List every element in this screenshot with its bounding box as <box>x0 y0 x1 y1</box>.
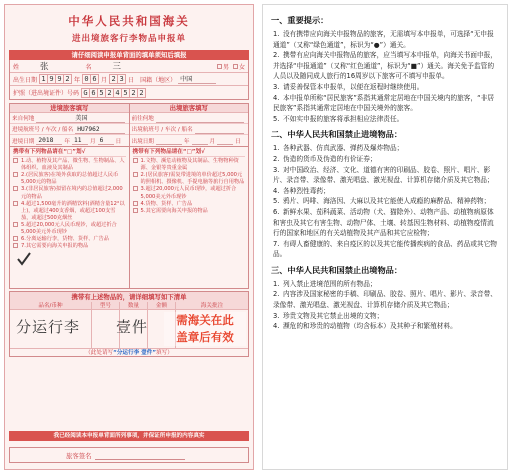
item-checkbox[interactable] <box>133 208 138 213</box>
female-checkbox[interactable] <box>233 64 238 69</box>
surname-label: 姓 <box>13 63 20 71</box>
para-number: 3. <box>273 311 280 320</box>
declaration-item[interactable] <box>13 222 126 236</box>
item-checkbox[interactable] <box>13 243 18 248</box>
dob-month-cells[interactable] <box>83 74 99 84</box>
para-text: 各种武器、仿真武器、弹药及爆炸物品； <box>283 144 404 153</box>
stamp-note-line2: 盖章后有效 <box>176 330 234 344</box>
from-row <box>10 113 129 124</box>
para-text: 伪造的货币及伪造的有价证券； <box>283 154 377 163</box>
item-checkbox[interactable] <box>13 186 18 191</box>
section-paragraph <box>273 207 499 239</box>
exit-date-row <box>130 135 249 146</box>
item-text: 动、植物及其产品、微生物、生物制品、人体组织、血液及其制品 <box>21 158 125 172</box>
check-mark-icon <box>16 251 32 267</box>
para-text: 携带有应向海关申报物品的旅客，应当填写本申报单，向海关书面申报，并选择“申报通道”（又称“红色通道”，标识为“■”）通关。海关免予监管的人员以及随同成人旅行的16周岁以下旅客可不填写申报单。 <box>273 51 497 81</box>
item-number: 2. <box>140 172 146 179</box>
char-cell: 6 <box>89 88 98 98</box>
para-number: 5. <box>273 197 280 206</box>
section-title: 一、重要提示： <box>271 15 329 25</box>
item-checkbox[interactable] <box>13 172 18 177</box>
para-text: 请妥善保管本申报单，以便在返程时继续使用。 <box>283 82 424 91</box>
month-label: 月 <box>101 76 108 84</box>
stamp-note-line1: 需海关在此 <box>176 313 234 327</box>
section-paragraph <box>273 143 499 154</box>
item-text: 货物、货样、广告品 <box>145 200 193 207</box>
char-cell: 5 <box>97 88 106 98</box>
exit-head: 出境旅客填写 <box>130 104 249 113</box>
item-text: (居民旅客)需复带进境的单价超过5,000元的照相机、摄像机、手提电脑等旅行自用物品 <box>140 172 245 186</box>
from-label: 来自何地 <box>12 116 35 122</box>
hint-suffix: 填写） <box>156 350 173 356</box>
nationality-field[interactable]: 中国 <box>178 75 216 84</box>
nationality-label: 国籍（地区） <box>140 76 177 84</box>
digit-cell: 9 <box>55 74 64 84</box>
item-number: 4. <box>140 200 146 207</box>
declaration-item[interactable] <box>133 201 246 208</box>
item-text: 文物、濒危动植物及其制品、生物物种资源、金银等贵重金属 <box>140 158 239 172</box>
month-word: 月 <box>209 138 216 145</box>
female-label: 女 <box>238 63 245 71</box>
from-field[interactable]: 美国 <box>36 114 124 123</box>
bottom-declaration-bar: 我已经阅读本申报单背面所列事项，并保证所申报的内容真实 <box>9 431 249 441</box>
para-text: 有碍人畜健康的、来自疫区的以及其它能传播疾病的食品、药品或其它物品。 <box>273 239 497 259</box>
male-checkbox[interactable] <box>217 64 222 69</box>
month-word: 月 <box>90 138 96 145</box>
personal-info-box <box>9 60 249 100</box>
dob-year-cells[interactable] <box>40 74 72 84</box>
digit-cell: 9 <box>47 74 56 84</box>
entry-declaration-head: 携带有下列物品请在“□”划√ <box>13 149 126 157</box>
header-customs-note: 海关批注 <box>200 303 224 309</box>
para-number: 1. <box>273 144 280 153</box>
item-number: 3. <box>140 186 146 193</box>
para-number: 3. <box>273 82 280 91</box>
item-text: (居民旅客)在境外获取的总值超过人民币5,000元的物品 <box>21 172 119 186</box>
digit-cell: 6 <box>90 74 99 84</box>
day-word: 日 <box>115 138 122 145</box>
items-table <box>9 291 249 357</box>
section-paragraph <box>273 50 499 82</box>
item-checkbox[interactable] <box>133 201 138 206</box>
entry-date-label: 进境日期 <box>12 138 35 145</box>
para-number: 5. <box>273 114 280 123</box>
para-number: 1. <box>273 279 280 288</box>
entry-day-field[interactable]: 6 <box>98 136 114 145</box>
signature-field[interactable] <box>95 450 185 460</box>
to-row <box>130 113 249 124</box>
para-number: 4. <box>273 93 280 102</box>
digit-cell: 3 <box>117 74 126 84</box>
section-title: 二、中华人民共和国禁止进境物品： <box>271 129 403 140</box>
char-cell: G <box>81 88 90 98</box>
given-name-label: 名 <box>85 63 92 71</box>
customs-stamp-note <box>164 312 246 346</box>
signature-label: 旅客签名 <box>66 451 92 460</box>
item-checkbox[interactable] <box>133 158 138 163</box>
para-number: 2. <box>273 51 280 60</box>
section-paragraph <box>273 93 499 114</box>
para-text: 濒危的和珍贵的动植物（均含标本）及其种子和繁殖材料。 <box>283 322 457 331</box>
digit-cell: 0 <box>82 74 91 84</box>
char-cell: 2 <box>129 88 138 98</box>
section-paragraph <box>273 114 499 125</box>
to-field[interactable] <box>156 114 244 123</box>
entry-flight-row <box>10 124 129 135</box>
section-paragraph <box>273 165 499 186</box>
exit-day-field[interactable] <box>217 136 233 145</box>
header-amount: 金额 <box>148 302 176 309</box>
items-table-title: 携带有上述物品的，请详细填写如下清单 <box>10 292 248 302</box>
signature-row <box>9 447 249 463</box>
form-subtitle: 进出境旅客行李物品申报单 <box>71 34 186 44</box>
para-number: 4. <box>273 322 280 331</box>
given-name-field[interactable]: 三 <box>112 62 122 72</box>
declaration-form <box>4 4 254 470</box>
item-text: 其它需要向海关申报的物品 <box>25 243 89 250</box>
exit-column <box>129 104 249 146</box>
entry-flight-field[interactable]: HU7962 <box>75 125 124 134</box>
section-paragraph <box>273 289 499 310</box>
exit-declaration-column <box>129 147 249 288</box>
item-number: 3. <box>21 186 26 193</box>
year-word: 年 <box>183 138 190 145</box>
section-title: 三、中华人民共和国禁止出境物品： <box>271 264 403 275</box>
item-checkbox-checked[interactable] <box>13 236 18 241</box>
item-text: 其它需要向海关申报的物品 <box>145 207 208 214</box>
hint-prefix: （此处请写 <box>85 350 114 356</box>
para-text: 没有携带应向海关申报物品的旅客，无需填写本申报单，可选择“无申报通道”（又称“绿色通道”，标识为“●”）通关。 <box>273 30 494 49</box>
entry-column <box>10 104 129 146</box>
para-text: 不如实申报的旅客将承担相应法律责任。 <box>283 114 404 123</box>
declaration-item[interactable] <box>13 243 126 250</box>
digit-cell: 2 <box>63 74 72 84</box>
dob-row <box>10 73 248 86</box>
para-number: 3. <box>273 165 280 174</box>
declaration-item[interactable] <box>133 158 246 172</box>
male-label: 男 <box>222 63 229 71</box>
para-text: 内容涉及国家秘密的手稿、印刷品、胶卷、照片、唱片、影片、录音带、录像带、激光唱盘、激光视盘、计算机存储介质及其它物品； <box>273 290 497 310</box>
year-word: 年 <box>64 138 70 145</box>
char-cell: 2 <box>137 88 146 98</box>
item-number: 5. <box>140 207 146 214</box>
declaration-item[interactable] <box>13 201 126 222</box>
para-number: 4. <box>273 186 280 195</box>
item-name-handwriting: 分运行李 <box>16 318 81 336</box>
exit-month-field[interactable] <box>192 136 208 145</box>
item-quantity-handwriting: 壹件 <box>116 318 149 336</box>
entry-month-field[interactable]: 11 <box>72 136 88 145</box>
fill-hint <box>10 348 248 356</box>
section-paragraph <box>273 82 499 93</box>
declaration-item[interactable] <box>13 186 126 200</box>
item-checkbox[interactable] <box>13 222 18 227</box>
item-checkbox[interactable] <box>13 201 18 206</box>
top-instruction-bar: 请仔细阅读申报单背面的填单须知后填报 <box>9 50 249 60</box>
para-text: 各种烈性毒药； <box>283 186 330 195</box>
exit-declaration-head: 携带有下列物品请在“□”划√ <box>133 149 246 157</box>
char-cell: 4 <box>113 88 122 98</box>
exit-flight-row <box>130 124 249 135</box>
item-number: 1. <box>140 158 146 165</box>
surname-field[interactable]: 张 <box>40 62 49 72</box>
exit-year-field[interactable] <box>156 136 182 145</box>
entry-year-field[interactable]: 2018 <box>36 136 62 145</box>
section-paragraph <box>273 321 499 332</box>
exit-flight-label: 出境航班号 / 车次 / 船名 <box>131 127 193 133</box>
entry-date-row <box>10 135 129 146</box>
item-text: 超过20,000元人民币现钞，或超过折合5,000美元外币现钞 <box>140 186 237 200</box>
para-text: 鸦片、吗啡、海洛因、大麻以及其它能使人成瘾的麻醉品、精神药物； <box>283 197 491 206</box>
section-paragraph <box>273 154 499 165</box>
to-label: 前往何地 <box>131 116 154 122</box>
declaration-item[interactable] <box>13 158 126 172</box>
item-text: 分离运输行李，货物、货样、广告品 <box>25 236 109 243</box>
digit-cell: 1 <box>39 74 48 84</box>
para-text: 列入禁止进境范围的所有物品； <box>283 279 377 288</box>
passport-row <box>10 86 248 99</box>
para-text: 本申报单所称“居民旅客”系指其通常定居地在中国关境内的旅客，“非居民旅客”系指其通常定居地在中国关境外的旅客。 <box>273 93 495 113</box>
declaration-items-box <box>9 147 249 289</box>
exit-flight-field[interactable] <box>195 125 244 134</box>
para-number: 6. <box>273 207 280 216</box>
year-label: 年 <box>74 76 81 84</box>
section-paragraph <box>273 311 499 322</box>
item-checkbox[interactable] <box>133 172 138 177</box>
item-number: 5. <box>21 221 26 228</box>
item-checkbox[interactable] <box>133 186 138 191</box>
header-item-name: 品名/币种 <box>10 302 92 309</box>
declaration-item[interactable] <box>133 186 246 200</box>
dob-day-cells[interactable] <box>110 74 126 84</box>
para-number: 2. <box>273 290 280 299</box>
hint-quote: “分运行李 壹件” <box>113 350 157 356</box>
item-number: 6. <box>21 236 26 243</box>
day-word: 日 <box>235 138 241 145</box>
passport-number-cells[interactable] <box>82 88 146 98</box>
section-paragraph <box>273 29 499 50</box>
exit-date-label: 出境日期 <box>131 138 154 145</box>
section-paragraph <box>273 196 499 207</box>
section-paragraph <box>273 279 499 290</box>
entry-head: 进境旅客填写 <box>10 104 129 113</box>
travel-info-box <box>9 103 249 147</box>
para-text: 对中国政治、经济、文化、道德有害的印刷品、胶卷、照片、唱片、影片、录音带、录像带、激光唱盘、激光视盘、计算机存储介质及其它物品； <box>273 165 494 185</box>
name-row <box>10 60 248 73</box>
day-label: 日 <box>128 76 135 84</box>
item-text: (非居民旅客)拟留在境内的总值超过2,000元的物品 <box>21 186 123 200</box>
char-cell: 2 <box>105 88 114 98</box>
item-number: 7. <box>21 243 26 250</box>
form-title: 中华人民共和国海关 <box>68 14 190 28</box>
declaration-item[interactable] <box>13 172 126 186</box>
item-text: 超过1,500毫升的酒精饮料(酒精含量12°以上)，或超过400支香烟，或超过100支雪茄，或超过500克烟丝 <box>21 200 125 221</box>
para-text: 珍贵文物及其它禁止出境的文物； <box>283 311 384 320</box>
header-quantity: 数量 <box>120 302 148 309</box>
declaration-item[interactable] <box>133 208 246 215</box>
declaration-item[interactable] <box>133 172 246 186</box>
dob-label: 出生日期 <box>13 76 38 84</box>
entry-declaration-column <box>10 147 129 288</box>
item-number: 4. <box>21 200 26 207</box>
para-text: 新鲜水果、茄科蔬菜、活动物（犬、猫除外）、动物产品、动植物病原体和害虫及其它有害生物、动物尸体、土壤、转基因生物材料、动植物疫情流行的国家和地区的有关动植物及其产品和其它应检物； <box>273 207 494 238</box>
item-text: 超过20,000元人民币现钞，或超过折合5,000美元外币现钞 <box>21 221 117 236</box>
section-paragraph <box>273 186 499 197</box>
instructions-page <box>262 4 508 470</box>
item-number: 1. <box>21 158 26 165</box>
digit-cell: 2 <box>109 74 118 84</box>
entry-flight-label: 进境航班号 / 车次 / 船名 <box>12 127 74 133</box>
para-number: 7. <box>273 239 280 248</box>
header-model: 型号 <box>92 302 120 309</box>
passport-label: 护照（进出境证件）号码 <box>13 90 80 97</box>
para-number: 1. <box>273 30 280 38</box>
para-number: 2. <box>273 154 280 163</box>
item-number: 2. <box>21 172 26 179</box>
items-table-header <box>10 302 248 310</box>
item-checkbox[interactable] <box>13 158 18 163</box>
char-cell: 5 <box>121 88 130 98</box>
section-paragraph <box>273 239 499 260</box>
